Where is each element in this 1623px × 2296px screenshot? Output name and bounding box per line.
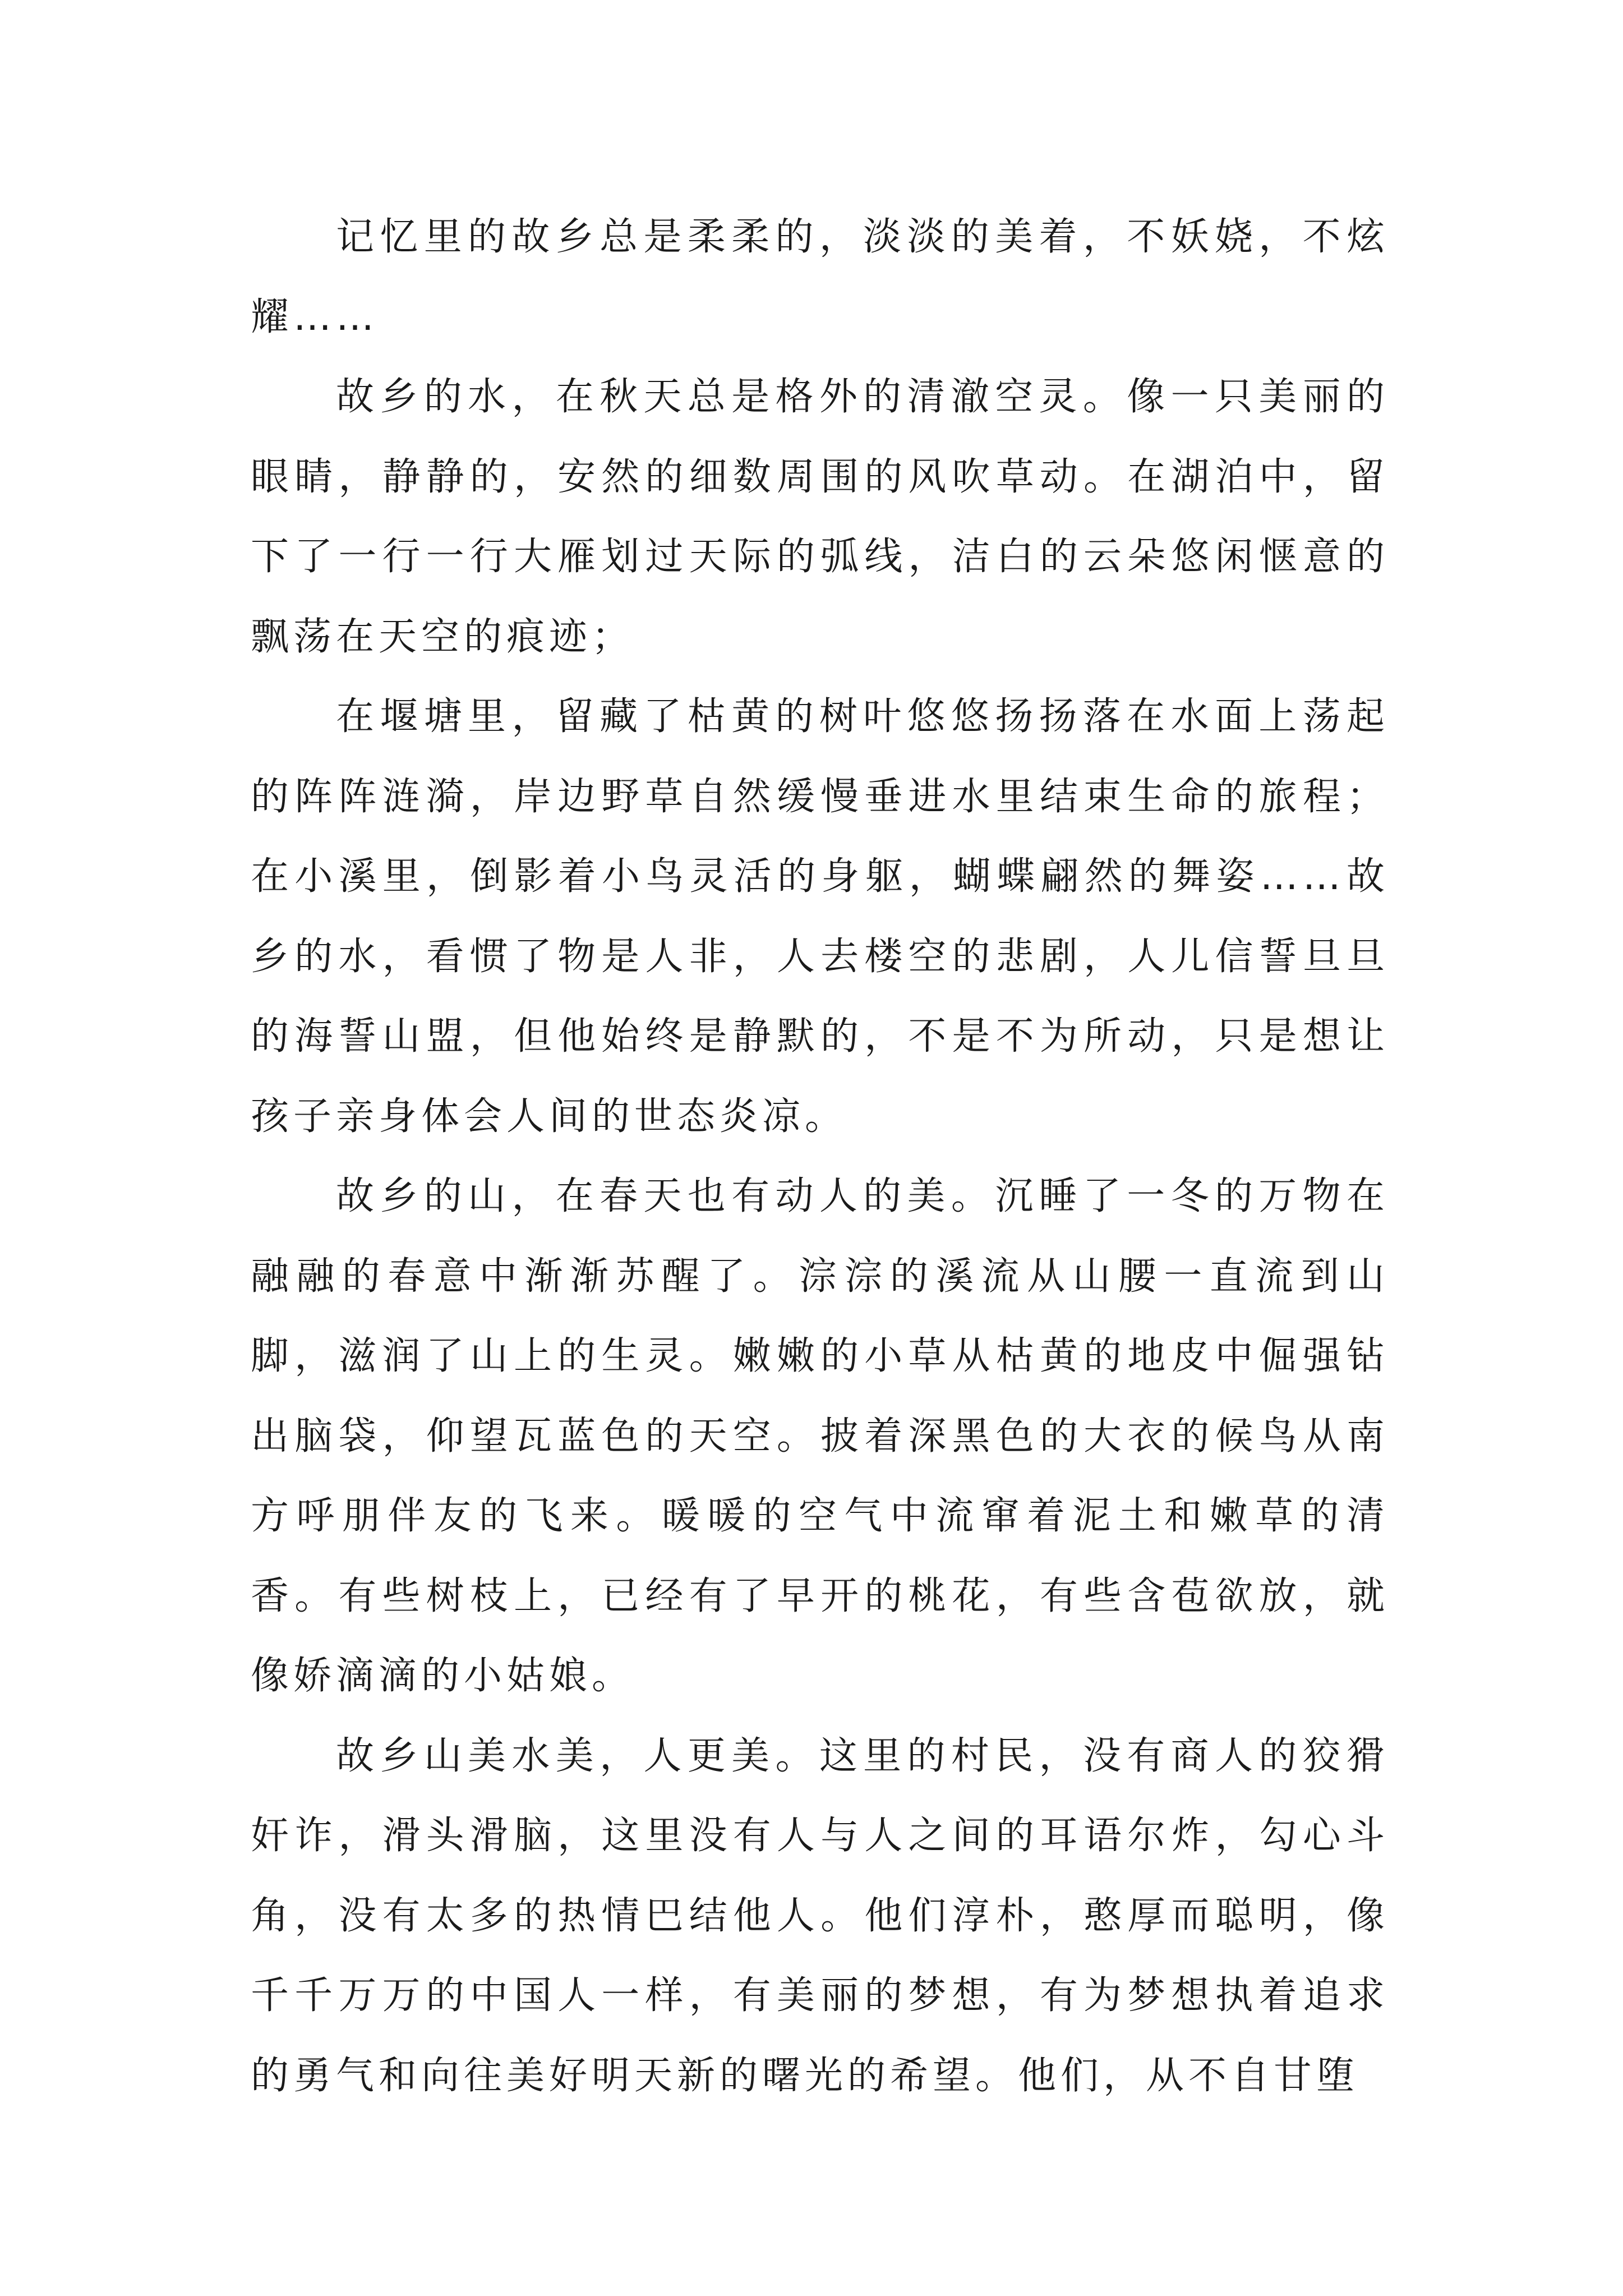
paragraph-villagers: 故乡山美水美，人更美。这里的村民，没有商人的狡猾奸诈，滑头滑脑，这里没有人与人之间的耳语尔炸，勾心斗角，没有太多的热情巴结他人。他们淳朴，憨厚而聪明，像千千万万的中国人一样，有美丽的梦想，有为梦想执着追求的勇气和向往美好明天新的曙光的希望。他们，从不自甘堕 — [251, 1733, 1389, 2098]
paragraph-spring-mountain: 故乡的山，在春天也有动人的美。沉睡了一冬的万物在融融的春意中渐渐苏醒了。淙淙的溪流从山腰一直流到山脚，滋润了山上的生灵。嫩嫩的小草从枯黄的地皮中倔强钻出脑袋，仰望瓦蓝色的天空。披着深黑色的大衣的候鸟从南方呼朋伴友的飞来。暖暖的空气中流窜着泥土和嫩草的清香。有些树枝上，已经有了早开的桃花，有些含苞欲放，就像娇滴滴的小姑娘。 — [251, 1174, 1389, 1698]
paragraph-pond-stream: 在堰塘里，留藏了枯黄的树叶悠悠扬扬落在水面上荡起的阵阵涟漪，岸边野草自然缓慢垂进水里结束生命的旅程；在小溪里，倒影着小鸟灵活的身躯，蝴蝶翩然的舞姿……故乡的水，看惯了物是人非，人去楼空的悲剧，人儿信誓旦旦的海誓山盟，但他始终是静默的，不是不为所动，只是想让孩子亲身体会人间的世态炎凉。 — [251, 694, 1389, 1139]
paragraph-autumn-water: 故乡的水，在秋天总是格外的清澈空灵。像一只美丽的眼睛，静静的，安然的细数周围的风吹草动。在湖泊中，留下了一行一行大雁划过天际的弧线，洁白的云朵悠闲惬意的飘荡在天空的痕迹； — [251, 375, 1389, 659]
paragraph-intro: 记忆里的故乡总是柔柔的，淡淡的美着，不妖娆，不炫耀…… — [251, 215, 1389, 339]
essay-body — [251, 197, 1389, 2116]
